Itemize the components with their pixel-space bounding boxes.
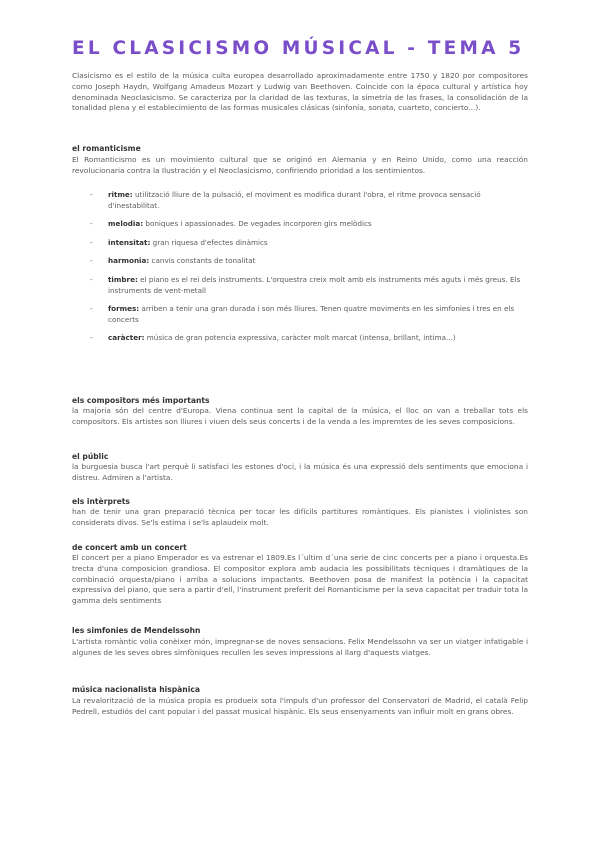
feature-description: gran riquesa d'efectes dinàmics [150, 237, 268, 247]
feature-list-item [90, 275, 530, 296]
feature-term: intensitat: [108, 237, 151, 247]
feature-description: canvis constants de tonalitat [149, 256, 256, 266]
section-heading-public: el públic [72, 452, 109, 461]
section-text-hispanic: La revalorització de la música propia es produeix sota l'impuls d'un professor del Conservatori de Madrid, el català Felip Pedrell, estudiós del cant popular i del passat musical hispànic. Els seus ensenyaments van influir molt en grans obres. [72, 696, 528, 716]
feature-description: utilització lliure de la pulsació, el moviment es modifica durant l'obra, el ritme provoca sensació d'inestabilitat. [108, 190, 481, 210]
feature-term: harmonia: [108, 256, 150, 266]
feature-term: caràcter: [108, 333, 145, 343]
section-text-romanticism: El Romanticismo es un movimiento cultural que se originó en Alemania y en Reino Unido, como una reacción revolucionaria contra la Ilustración y el Neoclasicismo, confiriendo prioridad a los sentimientos. [72, 155, 528, 175]
section-text-performers: han de tenir una gran preparació tècnica per tocar les difícils partitures romàntiques. Els pianistes i violinistes son considerats divos. Se'ls estima i se'ls aplaudeix molt. [72, 507, 528, 527]
section-text-composers: la majoria són del centre d'Europa. Viena continua sent la capital de la música, el lloc on van a treballar tots els compositors. Els artistes son lliures i viuen dels seus concerts i de la venda a les impremtes de les seves composicions. [72, 406, 528, 426]
section-heading-performers: els intèrprets [72, 497, 130, 506]
list-bullet: - [90, 219, 93, 229]
section-text-concert: El concert per a piano Emperador es va estrenar el 1809.Es l´ultim d´una serie de cinc concerts per a piano i orquesta.Es trecta d'una composicion grandiosa. El compositor explora amb audacia les possibilitats tècniques i dramàtiques de la combinació orquesta/piano i arriba a solucions impactants. Beethoven posa de manifest la potència i la capacitat expressiva del piano, que sera a partir d'ell, l'instrument preferit del Romanticisme per la seva capacitat per traduir tota la gamma dels sentiments [72, 553, 528, 606]
feature-list-item [90, 256, 530, 267]
section-heading-mendelssohn: les simfonies de Mendelssohn [72, 626, 201, 635]
feature-term: timbre: [108, 274, 138, 284]
list-bullet: - [90, 274, 93, 284]
feature-list-item [90, 238, 530, 249]
list-bullet: - [90, 304, 93, 314]
section-heading-concert: de concert amb un concert [72, 543, 187, 552]
feature-description: arriben a tenir una gran durada i son més lliures. Tenen quatre moviments en les simfonies i tres en els concerts [108, 304, 515, 324]
section-heading-romanticism: el romanticisme [72, 144, 141, 153]
feature-term: melodia: [108, 219, 144, 229]
feature-list-item [90, 219, 530, 230]
list-bullet: - [90, 333, 93, 343]
feature-description: el piano es el rei dels instruments. L'orquestra creix molt amb els instruments més aguts i més greus. Els instruments de vent-metall [108, 274, 521, 295]
page-title: EL CLASICISMO MÚSICAL - TEMA 5 [72, 38, 525, 59]
intro-paragraph: Clasicismo es el estilo de la música culta europea desarrollado aproximadamente entre 1750 y 1820 por compositores como Joseph Haydn, Wolfgang Amadeus Mozart y Ludwig van Beethoven. Coincide con la época cultural y artística hoy denominada Neoclasicismo. Se caracteriza por la claridad de las texturas, la simetría de las frases, la consolidación de la tonalidad plena y el establecimiento de las formas musicales clásicas (sinfonía, sonata, cuarteto, concierto...). [72, 71, 528, 113]
section-text-mendelssohn: L'artista romàntic volia conèixer món, impregnar-se de noves sensacions. Felix Mendelssohn va ser un viatger infatigable i algunes de les seves obres simfòniques recullen les seves impressions al llarg d'aquests viatges. [72, 637, 528, 657]
feature-term: ritme: [108, 190, 133, 199]
list-bullet: - [90, 190, 93, 199]
feature-description: boniques i apassionades. De vegades incorporen girs melòdics [143, 219, 372, 229]
feature-term: formes: [108, 304, 140, 314]
feature-list-item [90, 304, 530, 325]
feature-list-item [90, 333, 530, 344]
romanticism-features-list [90, 190, 530, 344]
feature-description: música de gran potencia expressiva, caràcter molt marcat (intensa, brillant, íntima...) [144, 333, 456, 343]
section-heading-composers: els compositors més importants [72, 396, 210, 405]
feature-list-item [90, 190, 530, 211]
list-bullet: - [90, 237, 93, 247]
section-heading-hispanic: música nacionalista hispànica [72, 685, 200, 694]
section-text-public: la burguesia busca l'art perquè li satisfaci les estones d'oci, i la música és una expressió dels sentiments que emociona i distreu. Admiren a l'artista. [72, 462, 528, 482]
list-bullet: - [90, 256, 93, 266]
